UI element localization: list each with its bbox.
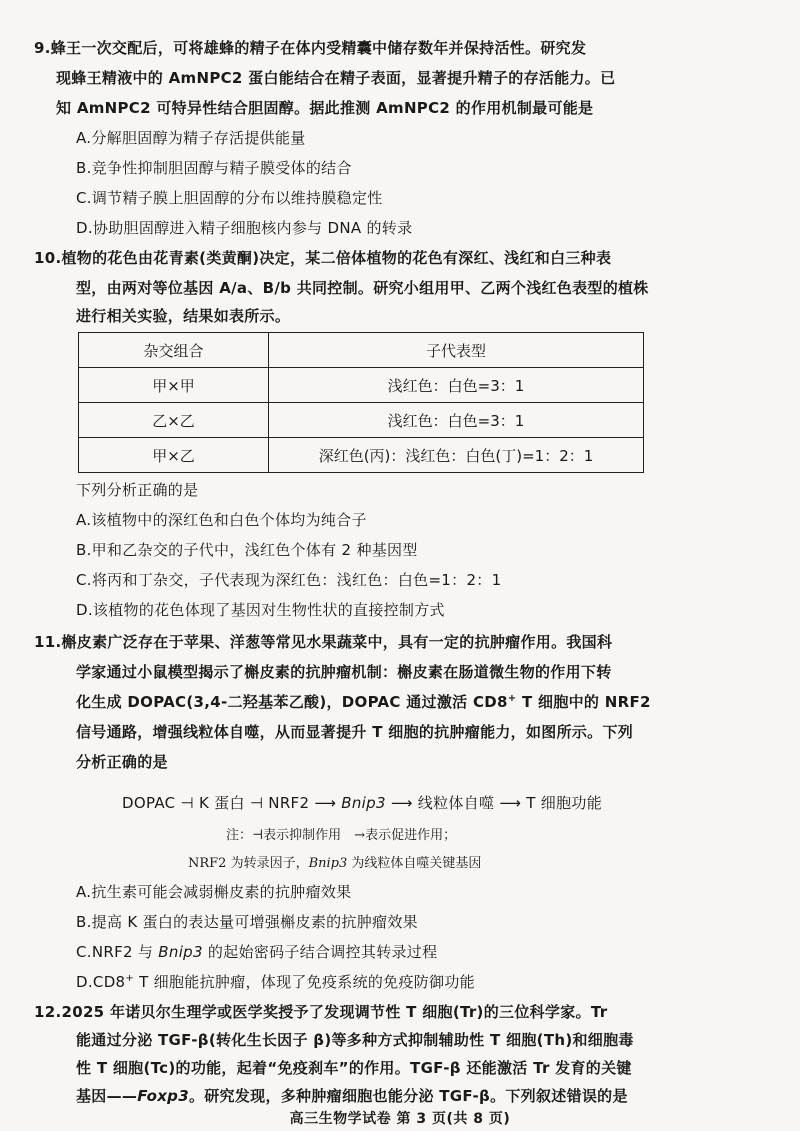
q10-stem-line-3: 进行相关实验，结果如表所示。 <box>76 307 291 325</box>
pathway-note-2 <box>188 852 481 871</box>
pathway-note-1: 注：⊣表示抑制作用 →表示促进作用； <box>226 828 457 843</box>
q10-option-b: B.甲和乙杂交的子代中，浅红色个体有 2 种基因型 <box>76 541 418 559</box>
q9-stem-line-2: 现蜂王精液中的 AmNPC2 蛋白能结合在精子表面，显著提升精子的存活能力。已 <box>56 69 616 87</box>
superscript-plus: + <box>125 973 135 984</box>
q9-option-a: A.分解胆固醇为精子存活提供能量 <box>76 129 306 147</box>
q11-option-c-b: 的起始密码子结合调控其转录过程 <box>202 943 438 961</box>
pathway-node-k-protein: K 蛋白 <box>198 794 245 812</box>
q11-option-d <box>76 972 475 992</box>
table-cell: 深红色(丙)：浅红色：白色(丁)=1：2：1 <box>269 438 644 473</box>
q11-stem-line-1: 11.槲皮素广泛存在于苹果、洋葱等常见水果蔬菜中，具有一定的抗肿瘤作用。我国科 <box>34 633 613 651</box>
table-row <box>79 403 644 438</box>
q11-stem-line-3 <box>76 692 651 712</box>
q10-stem-2: 下列分析正确的是 <box>76 481 199 499</box>
table-row <box>79 368 644 403</box>
promote-arrow-icon: ⟶ <box>499 794 522 812</box>
pathway-node-mitophagy: 线粒体自噬 <box>417 794 495 812</box>
q9-option-b: B.竞争性抑制胆固醇与精子膜受体的结合 <box>76 159 352 177</box>
table-cell: 甲×甲 <box>79 368 269 403</box>
q10-option-c: C.将丙和丁杂交，子代表现为深红色：浅红色：白色=1：2：1 <box>76 571 502 589</box>
q11-option-b: B.提高 K 蛋白的表达量可增强槲皮素的抗肿瘤效果 <box>76 913 418 931</box>
q12-stem-line-4-b: 。研究发现，多种肿瘤细胞也能分泌 TGF-β。下列叙述错误的是 <box>188 1087 628 1105</box>
q10-option-d: D.该植物的花色体现了基因对生物性状的直接控制方式 <box>76 601 445 619</box>
q11-option-d-a: D.CD8 <box>76 973 126 991</box>
q11-option-c-gene: Bnip3 <box>158 943 203 961</box>
q11-option-c-a: C.NRF2 与 <box>76 943 159 961</box>
pathway-note-2-c: 为线粒体自噬关键基因 <box>347 856 482 871</box>
q9-option-c: C.调节精子膜上胆固醇的分布以维持膜稳定性 <box>76 189 383 207</box>
table-header-row <box>79 333 644 368</box>
promote-arrow-icon: ⟶ <box>314 794 337 812</box>
pathway-node-dopac: DOPAC <box>122 794 176 812</box>
table-header-offspring: 子代表型 <box>269 333 644 368</box>
pathway-node-t-cell-function: T 细胞功能 <box>526 794 602 812</box>
q10-stem-line-1: 10.植物的花色由花青素(类黄酮)决定，某二倍体植物的花色有深红、浅红和白三种表 <box>34 249 612 267</box>
page-footer: 高三生物学试卷 第 3 页(共 8 页) <box>289 1111 511 1127</box>
q11-stem-line-3-text: 化生成 DOPAC(3,4-二羟基苯乙酸)，DOPAC 通过激活 CD8 <box>76 693 508 711</box>
q11-option-c <box>76 942 437 962</box>
pathway-node-nrf2: NRF2 <box>268 794 310 812</box>
pathway-note-2-a: NRF2 为转录因子， <box>188 856 309 871</box>
pathway-diagram <box>122 792 602 813</box>
q9-stem-line-3: 知 AmNPC2 可特异性结合胆固醇。据此推测 AmNPC2 的作用机制最可能是 <box>56 99 594 117</box>
q12-stem-line-4 <box>76 1086 628 1106</box>
q12-stem-line-1: 12.2025 年诺贝尔生理学或医学奖授予了发现调节性 T 细胞(Tr)的三位科学家。Tr <box>34 1003 608 1021</box>
q9-option-d: D.协助胆固醇进入精子细胞核内参与 DNA 的转录 <box>76 219 413 237</box>
q10-option-a: A.该植物中的深红色和白色个体均为纯合子 <box>76 511 367 529</box>
table-row <box>79 438 644 473</box>
q11-option-a: A.抗生素可能会减弱槲皮素的抗肿瘤效果 <box>76 883 352 901</box>
inhibit-arrow-icon: ⊣ <box>180 794 194 812</box>
promote-arrow-icon: ⟶ <box>390 794 413 812</box>
table-cell: 乙×乙 <box>79 403 269 438</box>
q12-stem-line-4-gene: Foxp3 <box>137 1087 189 1105</box>
pathway-note-2-gene: Bnip3 <box>308 856 348 871</box>
table-cell: 浅红色：白色=3：1 <box>269 403 644 438</box>
table-header-cross: 杂交组合 <box>79 333 269 368</box>
pathway-node-bnip3: Bnip3 <box>341 794 386 812</box>
table-cell: 浅红色：白色=3：1 <box>269 368 644 403</box>
q9-stem-line-1: 9.蜂王一次交配后，可将雄蜂的精子在体内受精囊中储存数年并保持活性。研究发 <box>34 39 587 57</box>
q10-stem-line-2: 型，由两对等位基因 A/a、B/b 共同控制。研究小组用甲、乙两个浅红色表型的植株 <box>76 279 649 297</box>
superscript-plus: + <box>507 693 517 704</box>
q12-stem-line-2: 能通过分泌 TGF-β(转化生长因子 β)等多种方式抑制辅助性 T 细胞(Th)和细胞毒 <box>76 1031 634 1049</box>
results-table <box>78 332 644 473</box>
q11-stem-line-4: 信号通路，增强线粒体自噬，从而显著提升 T 细胞的抗肿瘤能力，如图所示。下列 <box>76 723 634 741</box>
q11-stem-line-5: 分析正确的是 <box>76 753 168 771</box>
q11-option-d-b: T 细胞能抗肿瘤，体现了免疫系统的免疫防御功能 <box>134 973 475 991</box>
q11-stem-line-3-tail: T 细胞中的 NRF2 <box>516 693 651 711</box>
q11-stem-line-2: 学家通过小鼠模型揭示了槲皮素的抗肿瘤机制：槲皮素在肠道微生物的作用下转 <box>76 663 612 681</box>
q12-stem-line-3: 性 T 细胞(Tc)的功能，起着“免疫刹车”的作用。TGF-β 还能激活 Tr 发育的关键 <box>76 1059 632 1077</box>
table-cell: 甲×乙 <box>79 438 269 473</box>
inhibit-arrow-icon: ⊣ <box>249 794 264 812</box>
q12-stem-line-4-a: 基因—— <box>76 1087 138 1105</box>
